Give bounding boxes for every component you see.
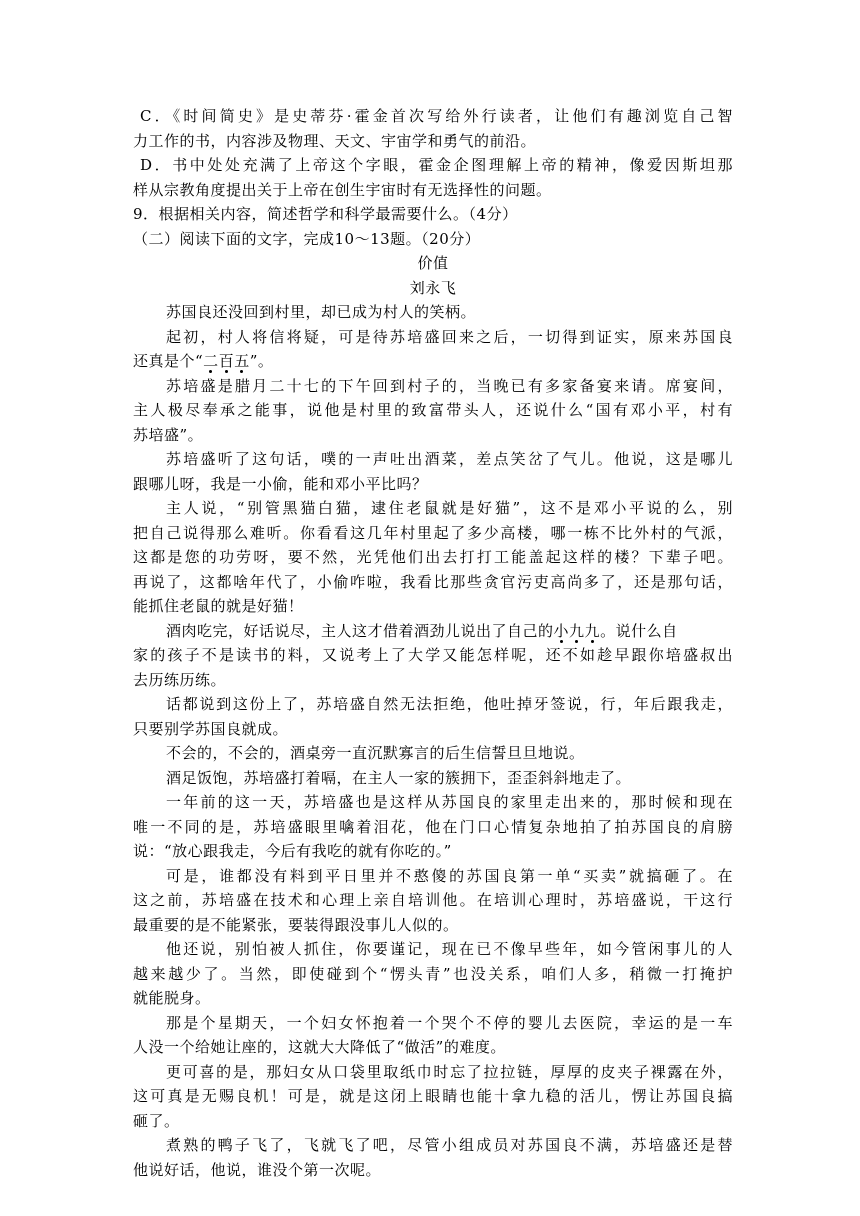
paragraph-line: 跟哪儿呀，我是一小偷，能和邓小平比吗？ — [133, 474, 428, 493]
paragraph-line: 把自己说得那么难听。你看看这几年村里起了多少高楼，哪一栋不比外村的气派， — [133, 523, 733, 542]
paragraph-line: 可是，谁都没有料到平日里并不憨傻的苏国良第一单“买卖”就搞砸了。在 — [166, 866, 733, 885]
option-c-line: 力工作的书，内容涉及物理、天文、宇宙学和勇气的前沿。 — [133, 131, 537, 150]
paragraph-line: 这都是您的功劳呀，要不然，光凭他们出去打打工能盖起这样的楼？下辈子吧。 — [133, 548, 733, 566]
emphasis-char: 九 — [584, 621, 601, 640]
paragraph-line: 苏培盛听了这句话，噗的一声吐出酒菜，差点笑岔了气儿。他说，这是哪儿 — [166, 450, 733, 468]
question-9: 9．根据相关内容，简述哲学和科学最需要什么。（4分） — [133, 205, 518, 223]
paragraph-line: 只要别学苏国良就成。 — [133, 719, 289, 738]
paragraph-line: 话都说到这份上了，苏培盛自然无法拒绝，他吐掉牙签说，行，年后跟我走， — [166, 695, 733, 713]
paragraph-line: 就能脱身。 — [133, 989, 211, 1007]
paragraph-line: 酒足饭饱，苏培盛打着嗝，在主人一家的簇拥下，歪歪斜斜地走了。 — [166, 768, 632, 787]
paragraph-line: 再说了，这都啥年代了，小偷咋啦，我看比那些贪官污吏高尚多了，还是那句话， — [133, 572, 733, 591]
paragraph-line: 不会的，不会的，酒桌旁一直沉默寡言的后生信誓旦旦地说。 — [166, 744, 585, 762]
paragraph-line: 越来越少了。当然，即使碰到个“愣头青”也没关系，咱们人多，稍微一打掩护 — [133, 964, 733, 983]
document-body — [133, 104, 733, 1182]
paragraph-line: 砸了。 — [133, 1111, 180, 1130]
text-fragment: ”。 — [249, 352, 274, 370]
paragraph-line: 起初，村人将信将疑，可是待苏培盛回来之后，一切得到证实，原来苏国良 — [166, 327, 733, 346]
story-author: 刘永飞 — [409, 278, 457, 297]
option-d-line: D．书中处处充满了上帝这个字眼，霍金企图理解上帝的精神，像爱因斯坦那 — [140, 156, 733, 174]
paragraph-line: 唯一不同的是，苏培盛眼里噙着泪花，他在门口心情复杂地拍了拍苏国良的肩膀 — [133, 817, 733, 836]
paragraph-line: 这之前，苏培盛在技术和心理上亲自培训他。在培训心理时，苏培盛说，干这行 — [133, 891, 733, 909]
paragraph-line: 煮熟的鸭子飞了，飞就飞了吧，尽管小组成员对苏国良不满，苏培盛还是替 — [166, 1136, 733, 1154]
paragraph-line: 这可真是无赐良机！可是，就是这闭上眼睛也能十拿九稳的活儿，愣让苏国良搞 — [133, 1087, 733, 1105]
paragraph-line — [133, 349, 733, 374]
paragraph-line: 最重要的是不能紧张，要装得跟没事儿人似的。 — [133, 915, 459, 934]
paragraph-line: 那是个星期天，一个妇女怀抱着一个哭个不停的婴儿去医院，幸运的是一车 — [166, 1013, 733, 1032]
section-heading: （二）阅读下面的文字，完成10～13题。（20分） — [133, 229, 481, 248]
paragraph-line: 一年前的这一天，苏培盛也是这样从苏国良的家里走出来的，那时候和现在 — [166, 793, 733, 811]
paragraph-line: 说：“放心跟我走，今后有我吃的就有你吃的。” — [133, 842, 452, 860]
paragraph-line: 苏国良还没回到村里，却已成为村人的笑柄。 — [166, 303, 477, 321]
text-fragment: 。说什么自 — [600, 621, 678, 640]
emphasis-char: 小 — [553, 621, 570, 640]
paragraph-line: 能抓住老鼠的就是好猫！ — [133, 597, 304, 615]
emphasis-char: 九 — [569, 621, 585, 640]
emphasis-char: 五 — [234, 352, 250, 370]
paragraph-line: 去历练历练。 — [133, 670, 227, 689]
option-d-line: 样从宗教角度提出关于上帝在创生宇宙时有无选择性的问题。 — [133, 180, 552, 199]
story-title: 价值 — [417, 254, 449, 272]
paragraph-line: 苏培盛”。 — [133, 425, 204, 444]
paragraph-line: 他说好话，他说，谁没个第一次呢。 — [133, 1160, 382, 1179]
paragraph-line: 更可喜的是，那妇女从口袋里取纸巾时忘了拉拉链，厚厚的皮夹子裸露在外， — [166, 1062, 733, 1081]
paragraph-line: 主人说，“别管黑猫白猫，逮住老鼠就是好猫”，这不是邓小平说的么，别 — [166, 499, 733, 517]
emphasis-char: 百 — [218, 352, 235, 370]
paragraph-line: 人没一个给她让座的，这就大大降低了“做活”的难度。 — [133, 1038, 506, 1056]
paragraph-line — [133, 619, 733, 644]
paragraph-line: 他还说，别怕被人抓住，你要谨记，现在已不像早些年，如今管闲事儿的人 — [166, 940, 733, 958]
text-fragment: 酒肉吃完，好话说尽，主人这才借着酒劲儿说出了自己的 — [166, 621, 554, 640]
paragraph-line: 主人极尽奉承之能事，说他是村里的致富带头人，还说什么“国有邓小平，村有 — [133, 401, 733, 419]
paragraph-line: 苏培盛是腊月二十七的下午回到村子的，当晚已有多家备宴来请。席宴间， — [166, 376, 733, 395]
emphasis-char: 二 — [203, 352, 219, 370]
option-c-line: C．《时间简史》是史蒂芬·霍金首次写给外行读者，让他们有趣浏览自己智 — [140, 107, 733, 125]
paragraph-line: 家的孩子不是读书的料，又说考上了大学又能怎样呢，还不如趁早跟你培盛叔出 — [133, 646, 733, 664]
text-fragment: 还真是个“ — [133, 352, 204, 370]
